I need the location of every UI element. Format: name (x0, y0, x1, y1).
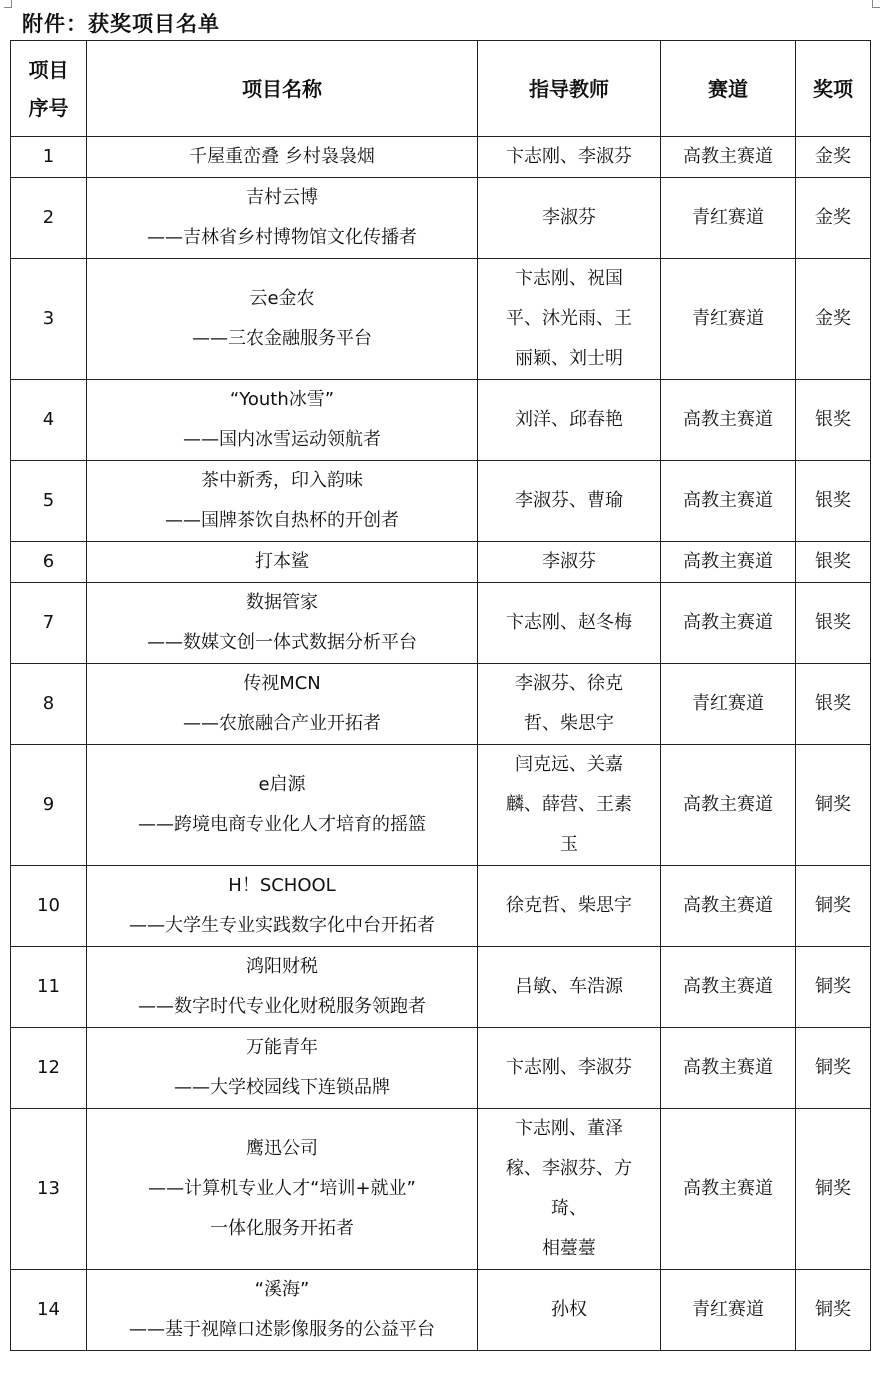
project-subtitle: ——农旅融合产业开拓者 (183, 713, 381, 734)
project-name: 打本鲨 (255, 551, 309, 572)
row-index: 9 (11, 745, 87, 866)
row-index: 10 (11, 866, 87, 947)
award-cell: 金奖 (796, 178, 871, 259)
row-index: 2 (11, 178, 87, 259)
award-cell: 铜奖 (796, 1109, 871, 1270)
project-name: 鹰迅公司 (246, 1138, 318, 1159)
advisor-cell: 吕敏、车浩源 (478, 947, 661, 1028)
award-cell: 银奖 (796, 542, 871, 583)
project-name: 云e金农 (249, 288, 315, 309)
project-subtitle: ——国牌茶饮自热杯的开创者 (165, 510, 399, 531)
advisor-cell: 李淑芬 (478, 542, 661, 583)
row-index: 6 (11, 542, 87, 583)
header-advisor: 指导教师 (478, 41, 661, 137)
project-name-cell (87, 380, 478, 461)
track-cell: 青红赛道 (661, 178, 796, 259)
advisor-cell: 李淑芬、徐克 哲、柴思宇 (478, 664, 661, 745)
advisor-cell: 徐克哲、柴思宇 (478, 866, 661, 947)
project-subtitle: ——大学校园线下连锁品牌 (174, 1077, 390, 1098)
table-row (11, 1028, 871, 1109)
track-cell: 高教主赛道 (661, 947, 796, 1028)
awards-table (10, 40, 871, 1351)
project-name: “Youth冰雪” (229, 389, 335, 410)
table-row (11, 947, 871, 1028)
table-row (11, 542, 871, 583)
award-cell: 银奖 (796, 380, 871, 461)
table-row (11, 1109, 871, 1270)
project-name: 数据管家 (246, 592, 318, 613)
advisor-cell: 卞志刚、祝国 平、沐光雨、王 丽颖、刘士明 (478, 259, 661, 380)
award-cell: 金奖 (796, 259, 871, 380)
project-name: 茶中新秀，印入韵味 (201, 470, 363, 491)
award-cell: 铜奖 (796, 947, 871, 1028)
advisor-cell: 闫克远、关嘉 麟、薛营、王素 玉 (478, 745, 661, 866)
project-name-cell (87, 745, 478, 866)
advisor-cell: 孙权 (478, 1270, 661, 1351)
award-cell: 铜奖 (796, 866, 871, 947)
award-cell: 铜奖 (796, 745, 871, 866)
project-subtitle: ——数字时代专业化财税服务领跑者 (138, 996, 426, 1017)
project-subtitle: ——大学生专业实践数字化中台开拓者 (129, 915, 435, 936)
project-subtitle: ——吉林省乡村博物馆文化传播者 (147, 227, 417, 248)
row-index: 12 (11, 1028, 87, 1109)
project-name: e启源 (258, 774, 306, 795)
row-index: 7 (11, 583, 87, 664)
project-name: 千屋重峦叠 乡村袅袅烟 (189, 146, 375, 167)
header-award: 奖项 (796, 41, 871, 137)
track-cell: 青红赛道 (661, 1270, 796, 1351)
project-name-cell (87, 542, 478, 583)
header-track: 赛道 (661, 41, 796, 137)
project-subtitle: ——基于视障口述影像服务的公益平台 (129, 1319, 435, 1340)
row-index: 11 (11, 947, 87, 1028)
advisor-cell: 李淑芬、曹瑜 (478, 461, 661, 542)
project-name: 鸿阳财税 (246, 956, 318, 977)
project-name-cell (87, 1028, 478, 1109)
award-cell: 铜奖 (796, 1270, 871, 1351)
award-cell: 铜奖 (796, 1028, 871, 1109)
project-subtitle: ——跨境电商专业化人才培育的摇篮 (138, 814, 426, 835)
advisor-cell: 卞志刚、李淑芬 (478, 137, 661, 178)
track-cell: 高教主赛道 (661, 866, 796, 947)
table-row (11, 745, 871, 866)
project-name-cell (87, 1270, 478, 1351)
track-cell: 高教主赛道 (661, 542, 796, 583)
advisor-cell: 卞志刚、李淑芬 (478, 1028, 661, 1109)
row-index: 14 (11, 1270, 87, 1351)
table-row (11, 178, 871, 259)
track-cell: 高教主赛道 (661, 380, 796, 461)
project-subtitle: ——计算机专业人才“培训+就业” 一体化服务开拓者 (148, 1178, 416, 1239)
project-subtitle: ——三农金融服务平台 (192, 328, 372, 349)
project-subtitle: ——数媒文创一体式数据分析平台 (147, 632, 417, 653)
table-row (11, 259, 871, 380)
row-index: 4 (11, 380, 87, 461)
track-cell: 高教主赛道 (661, 137, 796, 178)
track-cell: 青红赛道 (661, 259, 796, 380)
track-cell: 高教主赛道 (661, 1109, 796, 1270)
row-index: 13 (11, 1109, 87, 1270)
project-name: 传视MCN (243, 673, 321, 694)
project-subtitle: ——国内冰雪运动领航者 (183, 429, 381, 450)
header-project-name: 项目名称 (87, 41, 478, 137)
award-cell: 银奖 (796, 583, 871, 664)
table-row (11, 1270, 871, 1351)
track-cell: 高教主赛道 (661, 745, 796, 866)
project-name-cell (87, 664, 478, 745)
project-name-cell (87, 137, 478, 178)
table-row (11, 664, 871, 745)
table-header-row (11, 41, 871, 137)
project-name-cell (87, 1109, 478, 1270)
project-name-cell (87, 583, 478, 664)
track-cell: 青红赛道 (661, 664, 796, 745)
project-name: 吉村云博 (246, 187, 318, 208)
award-cell: 金奖 (796, 137, 871, 178)
advisor-cell: 卞志刚、赵冬梅 (478, 583, 661, 664)
project-name: 万能青年 (246, 1037, 318, 1058)
document-title: 附件：获奖项目名单 (22, 12, 220, 36)
row-index: 8 (11, 664, 87, 745)
table-row (11, 583, 871, 664)
project-name-cell (87, 866, 478, 947)
project-name: “溪海” (254, 1279, 310, 1300)
corner-mark-right (872, 0, 880, 8)
header-index: 项目 序号 (11, 41, 87, 137)
project-name: H！SCHOOL (228, 875, 336, 896)
table-row (11, 866, 871, 947)
project-name-cell (87, 178, 478, 259)
advisor-cell: 李淑芬 (478, 178, 661, 259)
award-cell: 银奖 (796, 461, 871, 542)
advisor-cell: 刘洋、邱春艳 (478, 380, 661, 461)
row-index: 1 (11, 137, 87, 178)
advisor-cell: 卞志刚、董泽 稼、李淑芬、方 琦、 相薹薹 (478, 1109, 661, 1270)
track-cell: 高教主赛道 (661, 1028, 796, 1109)
project-name-cell (87, 947, 478, 1028)
project-name-cell (87, 259, 478, 380)
row-index: 3 (11, 259, 87, 380)
award-cell: 银奖 (796, 664, 871, 745)
project-name-cell (87, 461, 478, 542)
table-row (11, 461, 871, 542)
table-body (11, 137, 871, 1351)
table-row (11, 380, 871, 461)
track-cell: 高教主赛道 (661, 461, 796, 542)
row-index: 5 (11, 461, 87, 542)
corner-mark-left (4, 0, 12, 8)
table-row (11, 137, 871, 178)
track-cell: 高教主赛道 (661, 583, 796, 664)
